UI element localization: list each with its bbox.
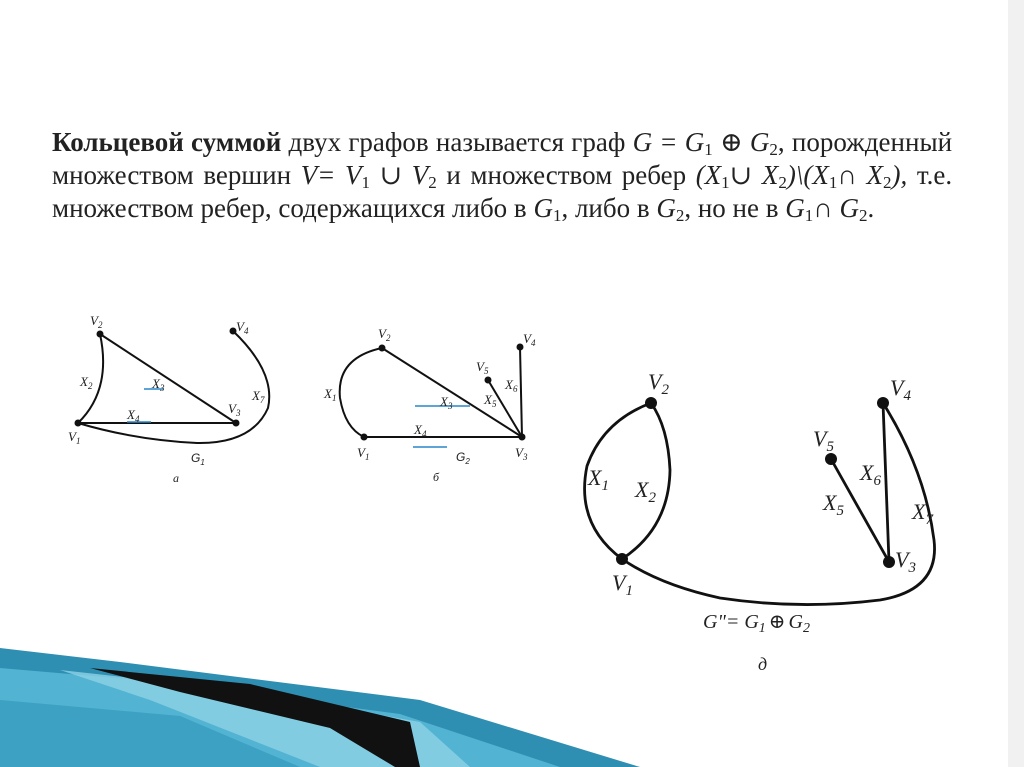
cap-symbol: ∩ bbox=[837, 160, 857, 190]
sub: 1 bbox=[552, 206, 562, 225]
label-g1: $G_1$ bbox=[191, 451, 205, 467]
vertex-v2 bbox=[379, 345, 386, 352]
sub: 1 bbox=[804, 206, 814, 225]
label-v3: $V_3$ bbox=[895, 547, 916, 576]
edge-x1 bbox=[340, 348, 382, 437]
sub: 1 bbox=[828, 173, 838, 192]
edge-x7 bbox=[78, 331, 269, 443]
sub: 2 bbox=[778, 173, 787, 192]
edge-formula-3: )\(X bbox=[786, 160, 829, 190]
formula-g-eq: G = G bbox=[632, 127, 705, 157]
def-text-7: , но не в bbox=[684, 193, 779, 223]
graph-b bbox=[323, 326, 536, 484]
vertex-v2 bbox=[645, 397, 657, 409]
vertex-v3 bbox=[519, 434, 526, 441]
formula-v2: V bbox=[411, 160, 429, 190]
label-v2: $V_2$ bbox=[378, 326, 391, 343]
label-v2: $V_2$ bbox=[648, 369, 669, 398]
def-text-6: , либо в bbox=[561, 193, 650, 223]
cup-symbol: ∪ bbox=[729, 160, 753, 190]
label-g2: $G_2$ bbox=[456, 450, 470, 466]
label-v4: $V_4$ bbox=[236, 319, 249, 336]
edge-v2-v3 bbox=[382, 348, 522, 437]
def-text-1: двух графов называется граф bbox=[288, 127, 626, 157]
caption-d: д bbox=[758, 654, 768, 674]
vertex-v3 bbox=[233, 420, 240, 427]
caption-a: а bbox=[173, 471, 179, 485]
label-x2: $X_2$ bbox=[80, 374, 93, 391]
label-x5: $X_5$ bbox=[823, 490, 844, 519]
formula-g9: G bbox=[839, 193, 859, 223]
label-x7: $X_7$ bbox=[912, 499, 933, 528]
label-v4: $V_4$ bbox=[890, 375, 911, 404]
edge-x6 bbox=[520, 347, 522, 437]
label-v4: $V_4$ bbox=[523, 331, 536, 348]
edge-x6 bbox=[883, 403, 889, 562]
def-text-4: и множеством ребер bbox=[446, 160, 687, 190]
label-v1: $V_1$ bbox=[68, 429, 81, 446]
edge-formula-2: X bbox=[761, 160, 779, 190]
cap-symbol: ∩ bbox=[813, 193, 833, 223]
vertex-v1 bbox=[361, 434, 368, 441]
sub: 1 bbox=[721, 173, 730, 192]
label-x4: $X_4$ bbox=[414, 422, 427, 439]
edge-formula-1: (X bbox=[695, 160, 722, 190]
caption-b: б bbox=[433, 470, 440, 484]
formula-ring-sum: G"= $G_1$ ⊕ $G_2$ bbox=[703, 611, 810, 636]
label-x1: $X_1$ bbox=[588, 465, 609, 494]
sub: 2 bbox=[769, 140, 778, 159]
edge-v2-v3 bbox=[100, 334, 236, 423]
sub: 1 bbox=[361, 173, 370, 192]
vertex-v3 bbox=[883, 556, 895, 568]
term-ring-sum: Кольцевой суммой bbox=[52, 127, 282, 157]
vertex-v2 bbox=[97, 331, 104, 338]
label-v1: $V_1$ bbox=[357, 445, 370, 462]
sub: 2 bbox=[882, 173, 892, 192]
label-x2: $X_2$ bbox=[635, 477, 656, 506]
label-v1: $V_1$ bbox=[612, 570, 633, 599]
formula-g7: G bbox=[656, 193, 676, 223]
label-v2: $V_2$ bbox=[90, 313, 103, 330]
label-x6: $X_6$ bbox=[860, 460, 881, 489]
label-x7: $X_7$ bbox=[252, 388, 265, 405]
formula-v-eq: V= V bbox=[300, 160, 362, 190]
def-text-8: . bbox=[867, 193, 875, 223]
def-text-3: порожденный множеством вершин bbox=[52, 127, 953, 190]
graph-d bbox=[585, 369, 935, 674]
sub: 2 bbox=[428, 173, 437, 192]
sub: 2 bbox=[675, 206, 685, 225]
oplus-symbol: ⊕ bbox=[720, 127, 743, 157]
vertex-v1 bbox=[616, 553, 628, 565]
sub: 2 bbox=[859, 206, 868, 225]
label-v5: $V_5$ bbox=[813, 426, 834, 455]
label-x1: $X_1$ bbox=[324, 386, 337, 403]
edge-formula-4: X bbox=[866, 160, 883, 190]
formula-g6: G bbox=[533, 193, 553, 223]
label-x3: $X_3$ bbox=[440, 394, 453, 411]
label-v5: $V_5$ bbox=[476, 359, 489, 376]
label-v3: $V_3$ bbox=[228, 401, 241, 418]
label-x4: $X_4$ bbox=[127, 407, 140, 424]
def-text-5: т.е. множеством ребер, содержащихся либо в bbox=[52, 160, 953, 223]
cup-symbol: ∪ bbox=[379, 160, 403, 190]
edge-formula-5: ), bbox=[891, 160, 908, 190]
sub: 1 bbox=[704, 140, 713, 159]
label-x5: $X_5$ bbox=[484, 392, 497, 409]
vertex-v5 bbox=[485, 377, 492, 384]
vertex-v4 bbox=[877, 397, 889, 409]
label-x3: $X_3$ bbox=[152, 376, 165, 393]
formula-g2: G bbox=[749, 127, 770, 157]
vertex-v1 bbox=[75, 420, 82, 427]
def-text-2: , bbox=[777, 127, 785, 157]
formula-g8: G bbox=[785, 193, 805, 223]
label-x6: $X_6$ bbox=[505, 377, 518, 394]
label-v3: $V_3$ bbox=[515, 445, 528, 462]
graph-a bbox=[68, 313, 269, 485]
